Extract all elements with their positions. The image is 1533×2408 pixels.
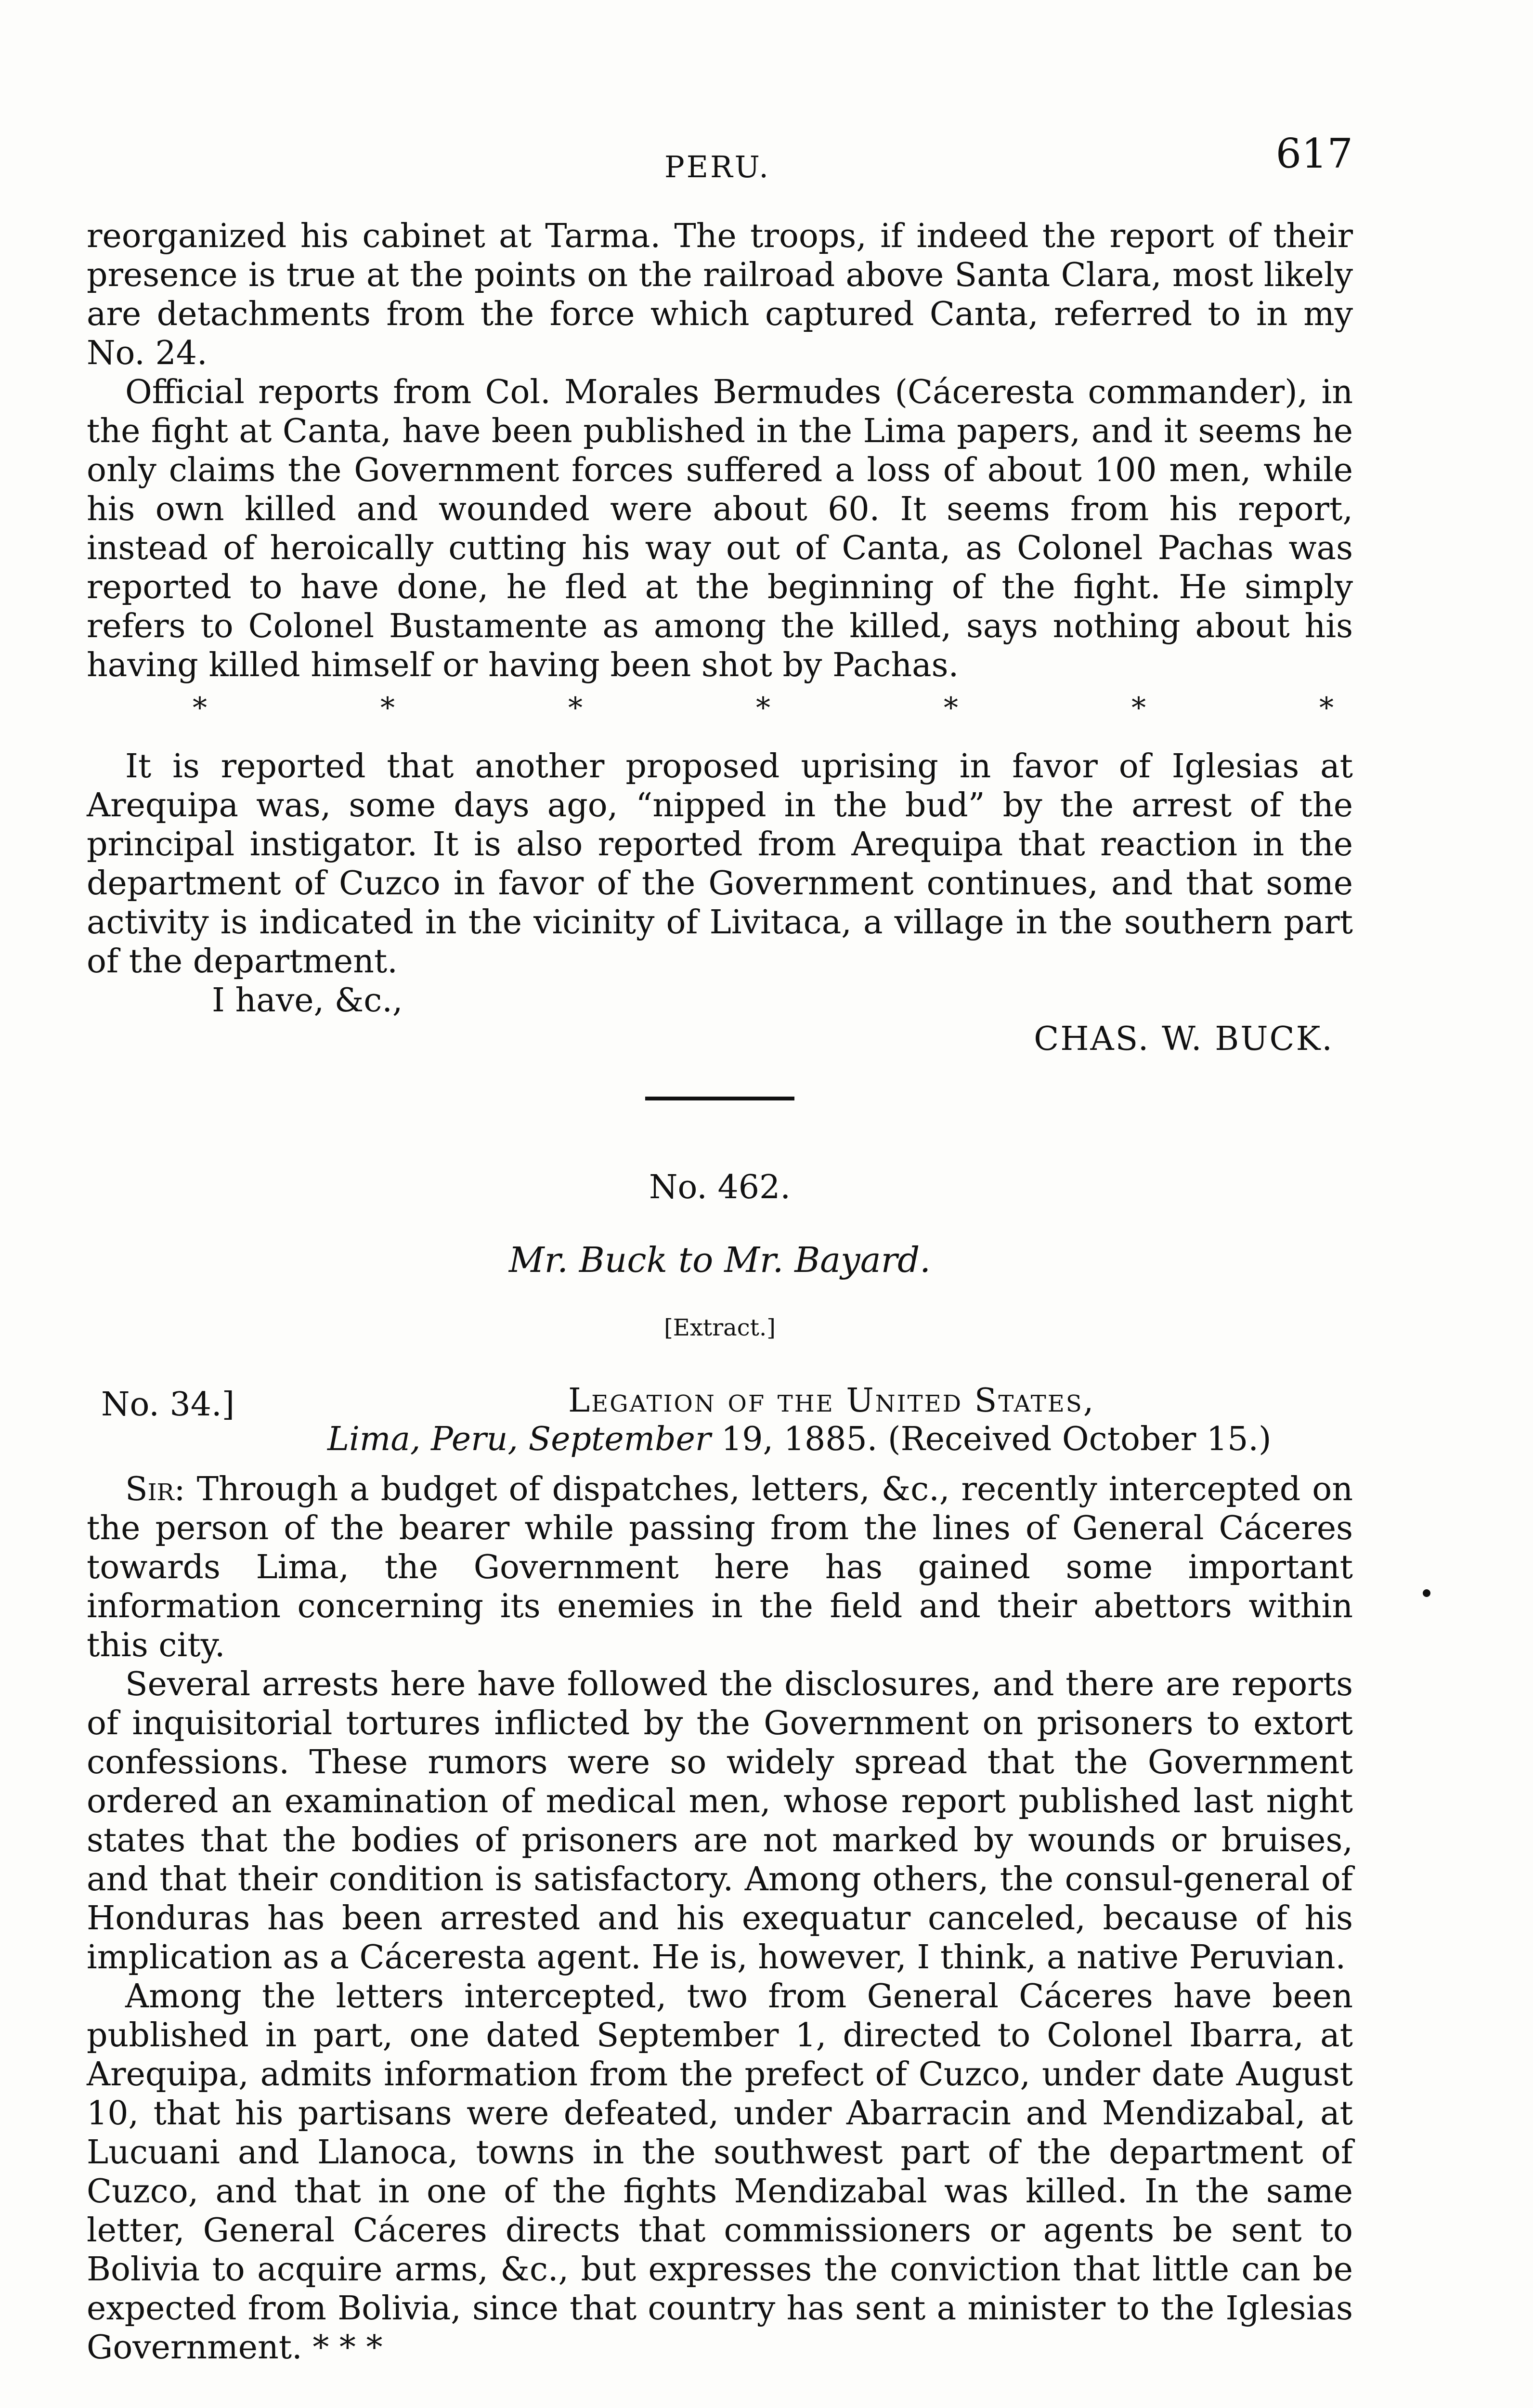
signature: CHAS. W. BUCK. [1034,1020,1334,1058]
paragraph-arrests: Several arrests here have followed the disclosures, and there are reports of inquisitorial tortures inflicted by the Government on prisoners to extort confessions. These rumors were so widely spread that the Government ordered an examination of medical men, whose report published last night states that the bodies of prisoners are not marked by wounds or bruises, and that their condition is satisfactory. Among others, the consul-general of Honduras has been arrested and his exequatur canceled, because of his implication as a Cáceresta agent. He is, however, I think, a native Peruvian. [87,1665,1353,1976]
month: September [528,1420,711,1458]
margin-dot [1423,1589,1430,1597]
paragraph-intercepted-letters [87,1977,1353,2367]
star: * [1131,691,1146,725]
star: * [380,691,395,725]
paragraph-arequipa-report: It is reported that another proposed uprising in favor of Iglesias at Arequipa was, some days ago, “nipped in the bud” by the arrest of the principal instigator. It is also reported from Arequipa that reaction in the department of Cuzco in favor of the Government continues, and that some activity is indicated in the vicinity of Livitaca, a village in the southern part of the department. [87,747,1353,981]
page-number: 617 [1275,130,1353,177]
ellipsis-stars: * * * [312,2329,383,2367]
place-and-date [327,1420,1272,1459]
paragraph-continuation: reorganized his cabinet at Tarma. The troops, if indeed the report of their presence is true at the points on the railroad above Santa Clara, most likely are detachments from the force which captured Canta, referred to in my No. 24. [87,217,1353,372]
place: Lima, Peru, [327,1420,519,1458]
divider-rule [645,1097,794,1100]
document-number: No. 462. [649,1168,791,1206]
correspondence-route: Mr. Buck to Mr. Bayard. [508,1240,931,1280]
letter-closing [87,981,1353,1063]
star: * [568,691,583,725]
body-text [87,217,1353,2367]
salutation: Sir: [125,1470,185,1508]
paragraph-intercepted-dispatches [87,1470,1353,1665]
date-received: 19, 1885. (Received October 15.) [721,1420,1272,1458]
star: * [944,691,958,725]
page-header [87,130,1353,183]
paragraph-text: Among the letters intercepted, two from General Cáceres have been published in part, one dated September 1, directed to Colonel Ibarra, at Arequipa, admits information from the prefect of Cuzco, under date August 10, that his partisans were defeated, under Abarracin and Mendizabal, at Lucuani and Llanoca, towns in the southwest part of the department of Cuzco, and that in one of the fights Mendizabal was killed. In the same letter, General Cáceres directs that commissioners or agents be sent to Bolivia to acquire arms, &c., but expresses the conviction that little can be expected from Bolivia, since that country has sent a minister to the Iglesias Government. [87,1977,1353,2367]
dispatch-number: No. 34.] [101,1386,235,1424]
running-head: PERU. [664,149,770,184]
paragraph-text: Through a budget of dispatches, letters, &c., recently intercepted on the person of the bearer while passing from the lines of General Cáceres towards Lima, the Government here has gained some important information concerning its enemies in the field and their abettors within this city. [87,1470,1353,1664]
star: * [193,691,207,725]
section-break-stars [87,689,1353,728]
closing-phrase: I have, &c., [212,982,403,1020]
paragraph-official-reports: Official reports from Col. Morales Bermudes (Cáceresta commander), in the fight at Canta, have been published in the Lima papers, and it seems he only claims the Government forces suffered a loss of about 100 men, while his own killed and wounded were about 60. It seems from his report, instead of heroically cutting his way out of Canta, as Colonel Pachas was reported to have done, he fled at the beginning of the fight. He simply refers to Colonel Bustamente as among the killed, says nothing about his having killed himself or having been shot by Pachas. [87,373,1353,684]
star: * [1319,691,1334,725]
dateline [87,1381,1353,1463]
extract-label: [Extract.] [664,1314,776,1341]
star: * [756,691,770,725]
legation-heading: Legation of the United States, [568,1382,1095,1420]
